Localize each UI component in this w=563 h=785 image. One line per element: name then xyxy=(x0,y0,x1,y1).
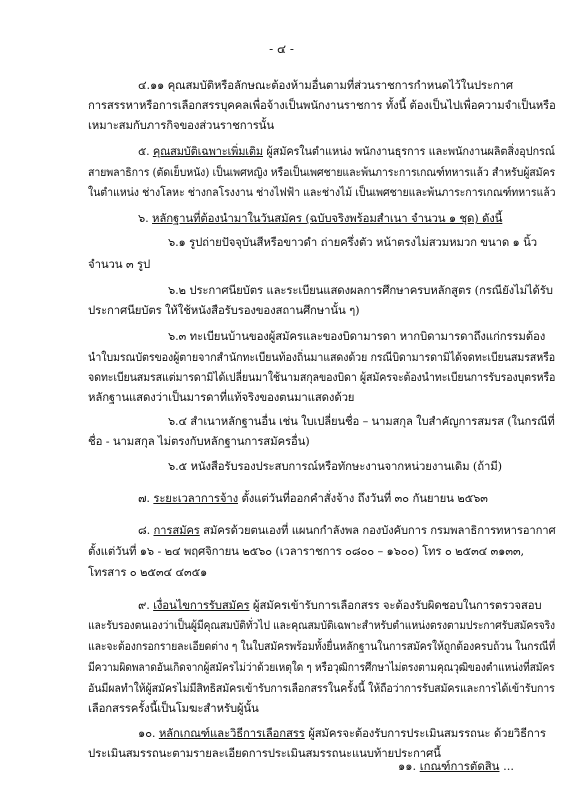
text-line: เลือกสรรครั้งนี้เป็นโมฆะสำหรับผู้นั้น xyxy=(88,701,259,715)
section-heading-line: ๖. หลักฐานที่ต้องนำมาในวันสมัคร (ฉบับจริงพร้อมสำเนา จำนวน ๑ ชุด) ดังนี้ xyxy=(138,211,503,225)
text-line: เหมาะสมกับภารกิจของส่วนราชการนั้น xyxy=(88,118,274,132)
text-line: ตั้งแต่วันที่ ๑๖ - ๒๔ พฤศจิกายน ๒๕๖๐ (เวลาราชการ ๐๘๐๐ – ๑๖๐๐) โทร ๐ ๒๕๓๔ ๓๑๓๓, xyxy=(88,544,524,558)
text-line: ๖.๔ สำเนาหลักฐานอื่น เช่น ใบเปลี่ยนชื่อ – นามสกุล ใบสำคัญการสมรส (ในกรณีที่ xyxy=(168,414,555,428)
text-line: หลักฐานแสดงว่าเป็นมารดาที่แท้จริงของตนมาแสดงด้วย xyxy=(88,390,355,404)
section-heading: เงื่อนไขการรับสมัคร xyxy=(153,598,250,612)
section-heading-line: ๗. ระยะเวลาการจ้าง ตั้งแต่วันที่ออกคำสั่งจ้าง ถึงวันที่ ๓๐ กันยายน ๒๕๖๓ xyxy=(138,491,488,505)
section-heading-line: ๑๐. หลักเกณฑ์และวิธีการเลือกสรร ผู้สมัครจะต้องรับการประเมินสมรรถนะ ด้วยวิธีการ xyxy=(138,726,546,740)
section-heading-line: ๘. การสมัคร สมัครด้วยตนเองที่ แผนกกำลังพล กองบังคับการ กรมพลาธิการทหารอากาศ xyxy=(138,523,556,537)
section-heading: การสมัคร xyxy=(153,523,200,537)
text-line: จำนวน ๓ รูป xyxy=(88,257,151,271)
next-section-heading: เกณฑ์การตัดสิน xyxy=(419,759,500,773)
text-line: โทรสาร ๐ ๒๕๓๔ ๔๓๕๑ xyxy=(88,565,208,579)
section-heading: หลักเกณฑ์และวิธีการเลือกสรร xyxy=(158,726,305,740)
text-line: นำใบมรณบัตรของผู้ตายจากสำนักทะเบียนท้องถิ่นมาแสดงด้วย กรณีบิดามารดามิได้จดทะเบียนสมรสหรือ xyxy=(88,350,556,364)
text-line: ๔.๑๑ คุณสมบัติหรือลักษณะต้องห้ามอื่นตามที่ส่วนราชการกำหนดไว้ในประกาศ xyxy=(138,78,513,92)
text-line: และรับรองตนเองว่าเป็นผู้มีคุณสมบัติทั่วไป และคุณสมบัติเฉพาะสำหรับตำแหน่งตรงตามประกาศรับสมัครจริง xyxy=(88,618,555,632)
text-line: ๖.๓ ทะเบียนบ้านของผู้สมัครและของบิดามารดา หากบิดามารดาถึงแก่กรรมต้อง xyxy=(168,329,546,343)
text-line: ๖.๕ หนังสือรับรองประสบการณ์หรือทักษะงานจากหน่วยงานเดิม (ถ้ามี) xyxy=(168,459,502,473)
section-heading-line: ๙. เงื่อนไขการรับสมัคร ผู้สมัครเข้ารับการเลือกสรร จะต้องรับผิดชอบในการตรวจสอบ xyxy=(138,598,542,612)
page-number: - ๔ - xyxy=(269,42,294,56)
text-line: อันมีผลทำให้ผู้สมัครไม่มีสิทธิสมัครเข้ารับการเลือกสรรในครั้งนี้ ให้ถือว่าการรับสมัครและการได้เข้ารับการ xyxy=(88,681,555,695)
text-line: การสรรหาหรือการเลือกสรรบุคคลเพื่อจ้างเป็นพนักงานราชการ ทั้งนี้ ต้องเป็นไปเพื่อความจำเป็นหรือ xyxy=(88,98,556,112)
section-heading-line: ๕. คุณสมบัติเฉพาะเพิ่มเติม ผู้สมัครในตำแหน่ง พนักงานธุรการ และพนักงานผลิตสิ่งอุปกรณ์ xyxy=(138,144,555,158)
continuation-footer: ๑๑. เกณฑ์การตัดสิน ... xyxy=(398,759,514,773)
text-line: สายพลาธิการ (ตัดเย็บหนัง) เป็นเพศหญิง หรือเป็นเพศชายและพ้นภาระการเกณฑ์ทหารแล้ว สำหรับผู้สมัคร xyxy=(88,165,556,179)
text-line: ในตำแหน่ง ช่างโลหะ ช่างกลโรงงาน ช่างไฟฟ้า และช่างไม้ เป็นเพศชายและพ้นภาระการเกณฑ์ทหารแล้ว xyxy=(88,185,556,199)
section-heading: คุณสมบัติเฉพาะเพิ่มเติม xyxy=(152,144,264,158)
text-line: จดทะเบียนสมรสแต่มารดามิได้เปลี่ยนมาใช้นามสกุลของบิดา ผู้สมัครจะต้องนำทะเบียนการรับรองบุตรหรือ xyxy=(88,370,556,384)
text-line: ๖.๑ รูปถ่ายปัจจุบันสีหรือขาวดำ ถ่ายครึ่งตัว หน้าตรงไม่สวมหมวก ขนาด ๑ นิ้ว xyxy=(168,235,537,249)
section-heading: หลักฐานที่ต้องนำมาในวันสมัคร (ฉบับจริงพร้อมสำเนา จำนวน ๑ ชุด) ดังนี้ xyxy=(152,211,503,225)
text-line: ประกาศนียบัตร ให้ใช้หนังสือรับรองของสถานศึกษานั้น ๆ) xyxy=(88,303,360,317)
section-heading: ระยะเวลาการจ้าง xyxy=(153,491,238,505)
text-line: มีความผิดพลาดอันเกิดจากผู้สมัครไม่ว่าด้วยเหตุใด ๆ หรือวุฒิการศึกษาไม่ตรงตามคุณวุฒิของตำแหน่งที่สมัคร xyxy=(88,660,555,674)
text-line: ประเมินสมรรถนะตามรายละเอียดการประเมินสมรรถนะแนบท้ายประกาศนี้ xyxy=(88,746,441,760)
text-line: ชื่อ - นามสกุล ไม่ตรงกับหลักฐานการสมัครอื่น) xyxy=(88,434,310,448)
text-line: และจะต้องกรอกรายละเอียดต่าง ๆ ในใบสมัครพร้อมทั้งยื่นหลักฐานในการสมัครให้ถูกต้องครบถ้วน ในกรณีที่ xyxy=(88,639,556,653)
text-line: ๖.๒ ประกาศนียบัตร และระเบียนแสดงผลการศึกษาครบหลักสูตร (กรณียังไม่ได้รับ xyxy=(168,283,553,297)
